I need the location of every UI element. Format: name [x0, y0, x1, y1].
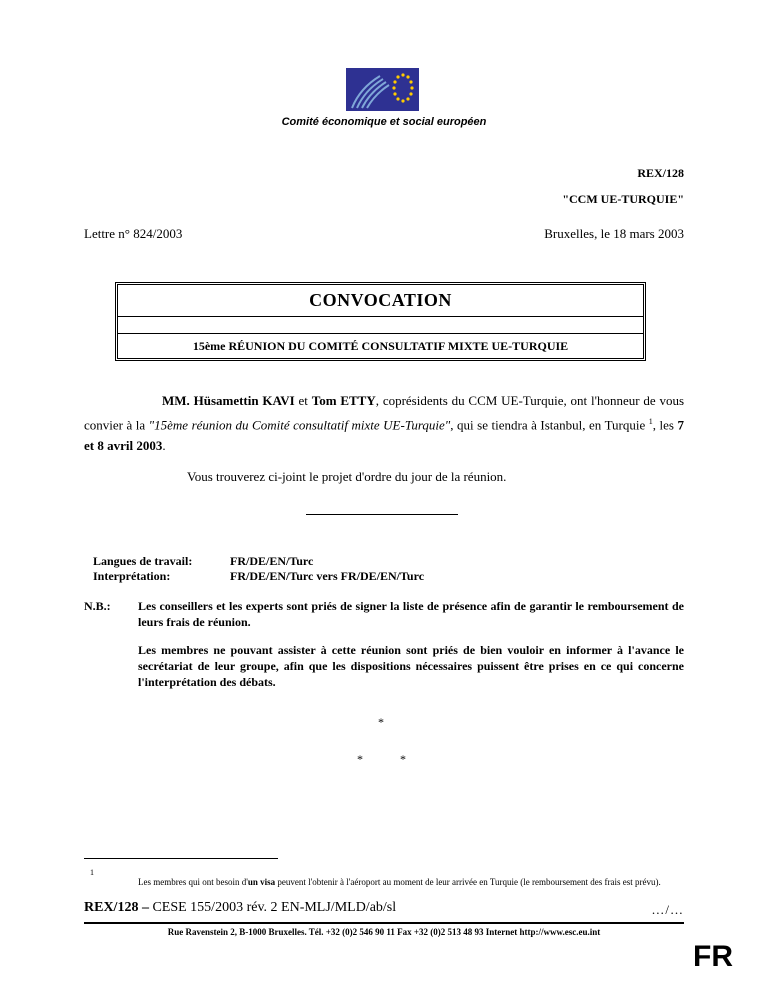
document-title: CONVOCATION	[118, 285, 643, 317]
asterisk-left: *	[357, 752, 363, 766]
continued-marker: …/…	[651, 902, 684, 917]
languages-block	[93, 554, 424, 584]
footnote-text	[138, 875, 686, 889]
copresident-2: Tom ETTY	[311, 393, 376, 408]
sentence-end: .	[162, 438, 166, 454]
title-box	[115, 282, 646, 361]
event-location: , qui se tiendra à Istanbul, en Turquie	[450, 417, 649, 433]
invitation-text: , coprésidents du CCM UE-Turquie, ont l'honneur de vous convier à la	[84, 393, 684, 433]
footnote-text-pre: Les membres qui ont besoin d'	[138, 877, 248, 887]
footnote-separator	[84, 858, 278, 859]
copresident-1: MM. Hüsamettin KAVI	[162, 393, 295, 408]
eesc-logo	[346, 68, 419, 111]
text-and: et	[294, 393, 312, 408]
nb-block	[84, 598, 684, 702]
dates-prefix: , les	[652, 417, 678, 433]
event-dates: 7 et 8 avril 2003	[84, 417, 684, 454]
organization-name: Comité économique et social européen	[281, 116, 487, 128]
invitation-paragraph	[84, 390, 684, 456]
footnote-reference: 1	[648, 417, 653, 426]
asterisk-right: *	[400, 752, 406, 766]
asterisk-top: *	[378, 715, 384, 729]
meeting-title: 15ème RÉUNION DU COMITÉ CONSULTATIF MIXTE UE-TURQUIE	[192, 339, 569, 353]
event-name: "15ème réunion du Comité consultatif mixte UE-Turquie"	[148, 417, 451, 433]
footnote-text-post: peuvent l'obtenir à l'aéroport au moment de leur arrivée en Turquie (le remboursement des frais est prévu).	[275, 877, 661, 887]
letter-number: Lettre n° 824/2003	[84, 226, 183, 241]
separator-line	[306, 514, 458, 515]
agenda-note: Vous trouverez ci-joint le projet d'ordre du jour de la réunion.	[187, 469, 507, 484]
footer-rule	[84, 922, 684, 924]
footer-doc-code: CESE 155/2003 rév. 2 EN-MLJ/MLD/ab/sl	[148, 900, 397, 915]
footer-reference	[84, 900, 684, 916]
place-date: Bruxelles, le 18 mars 2003	[544, 226, 684, 241]
footnote-number: 1	[90, 868, 94, 877]
reference-number: REX/128	[637, 166, 684, 180]
nb-paragraph-2: Les membres ne pouvant assister à cette réunion sont priés de bien vouloir en informer à l'avance le secrétariat de leur groupe, afin que les dispositions nécessaires puissent être prises en ce qui concerne l'interprétation des débats.	[138, 643, 684, 689]
group-name: "CCM UE-TURQUIE"	[562, 192, 684, 206]
language-code: FR	[693, 940, 733, 973]
title-box-spacer	[118, 317, 643, 334]
footnote-visa: un visa	[247, 877, 276, 887]
nb-label: N.B.:	[84, 599, 111, 613]
interpretation-label: Interprétation:	[93, 569, 171, 583]
working-languages-label: Langues de travail:	[93, 554, 193, 568]
nb-paragraph-1: Les conseillers et les experts sont priés de signer la liste de présence afin de garantir le remboursement de leurs frais de réunion.	[138, 599, 684, 629]
working-languages-value: FR/DE/EN/Turc	[230, 554, 314, 568]
interpretation-value: FR/DE/EN/Turc vers FR/DE/EN/Turc	[230, 569, 425, 583]
footer-rex: REX/128 –	[84, 900, 149, 915]
footer-address: Rue Ravenstein 2, B-1000 Bruxelles. Tél. +32 (0)2 546 90 11 Fax +32 (0)2 513 48 93 Internet http://www.esc.eu.int	[167, 927, 601, 937]
